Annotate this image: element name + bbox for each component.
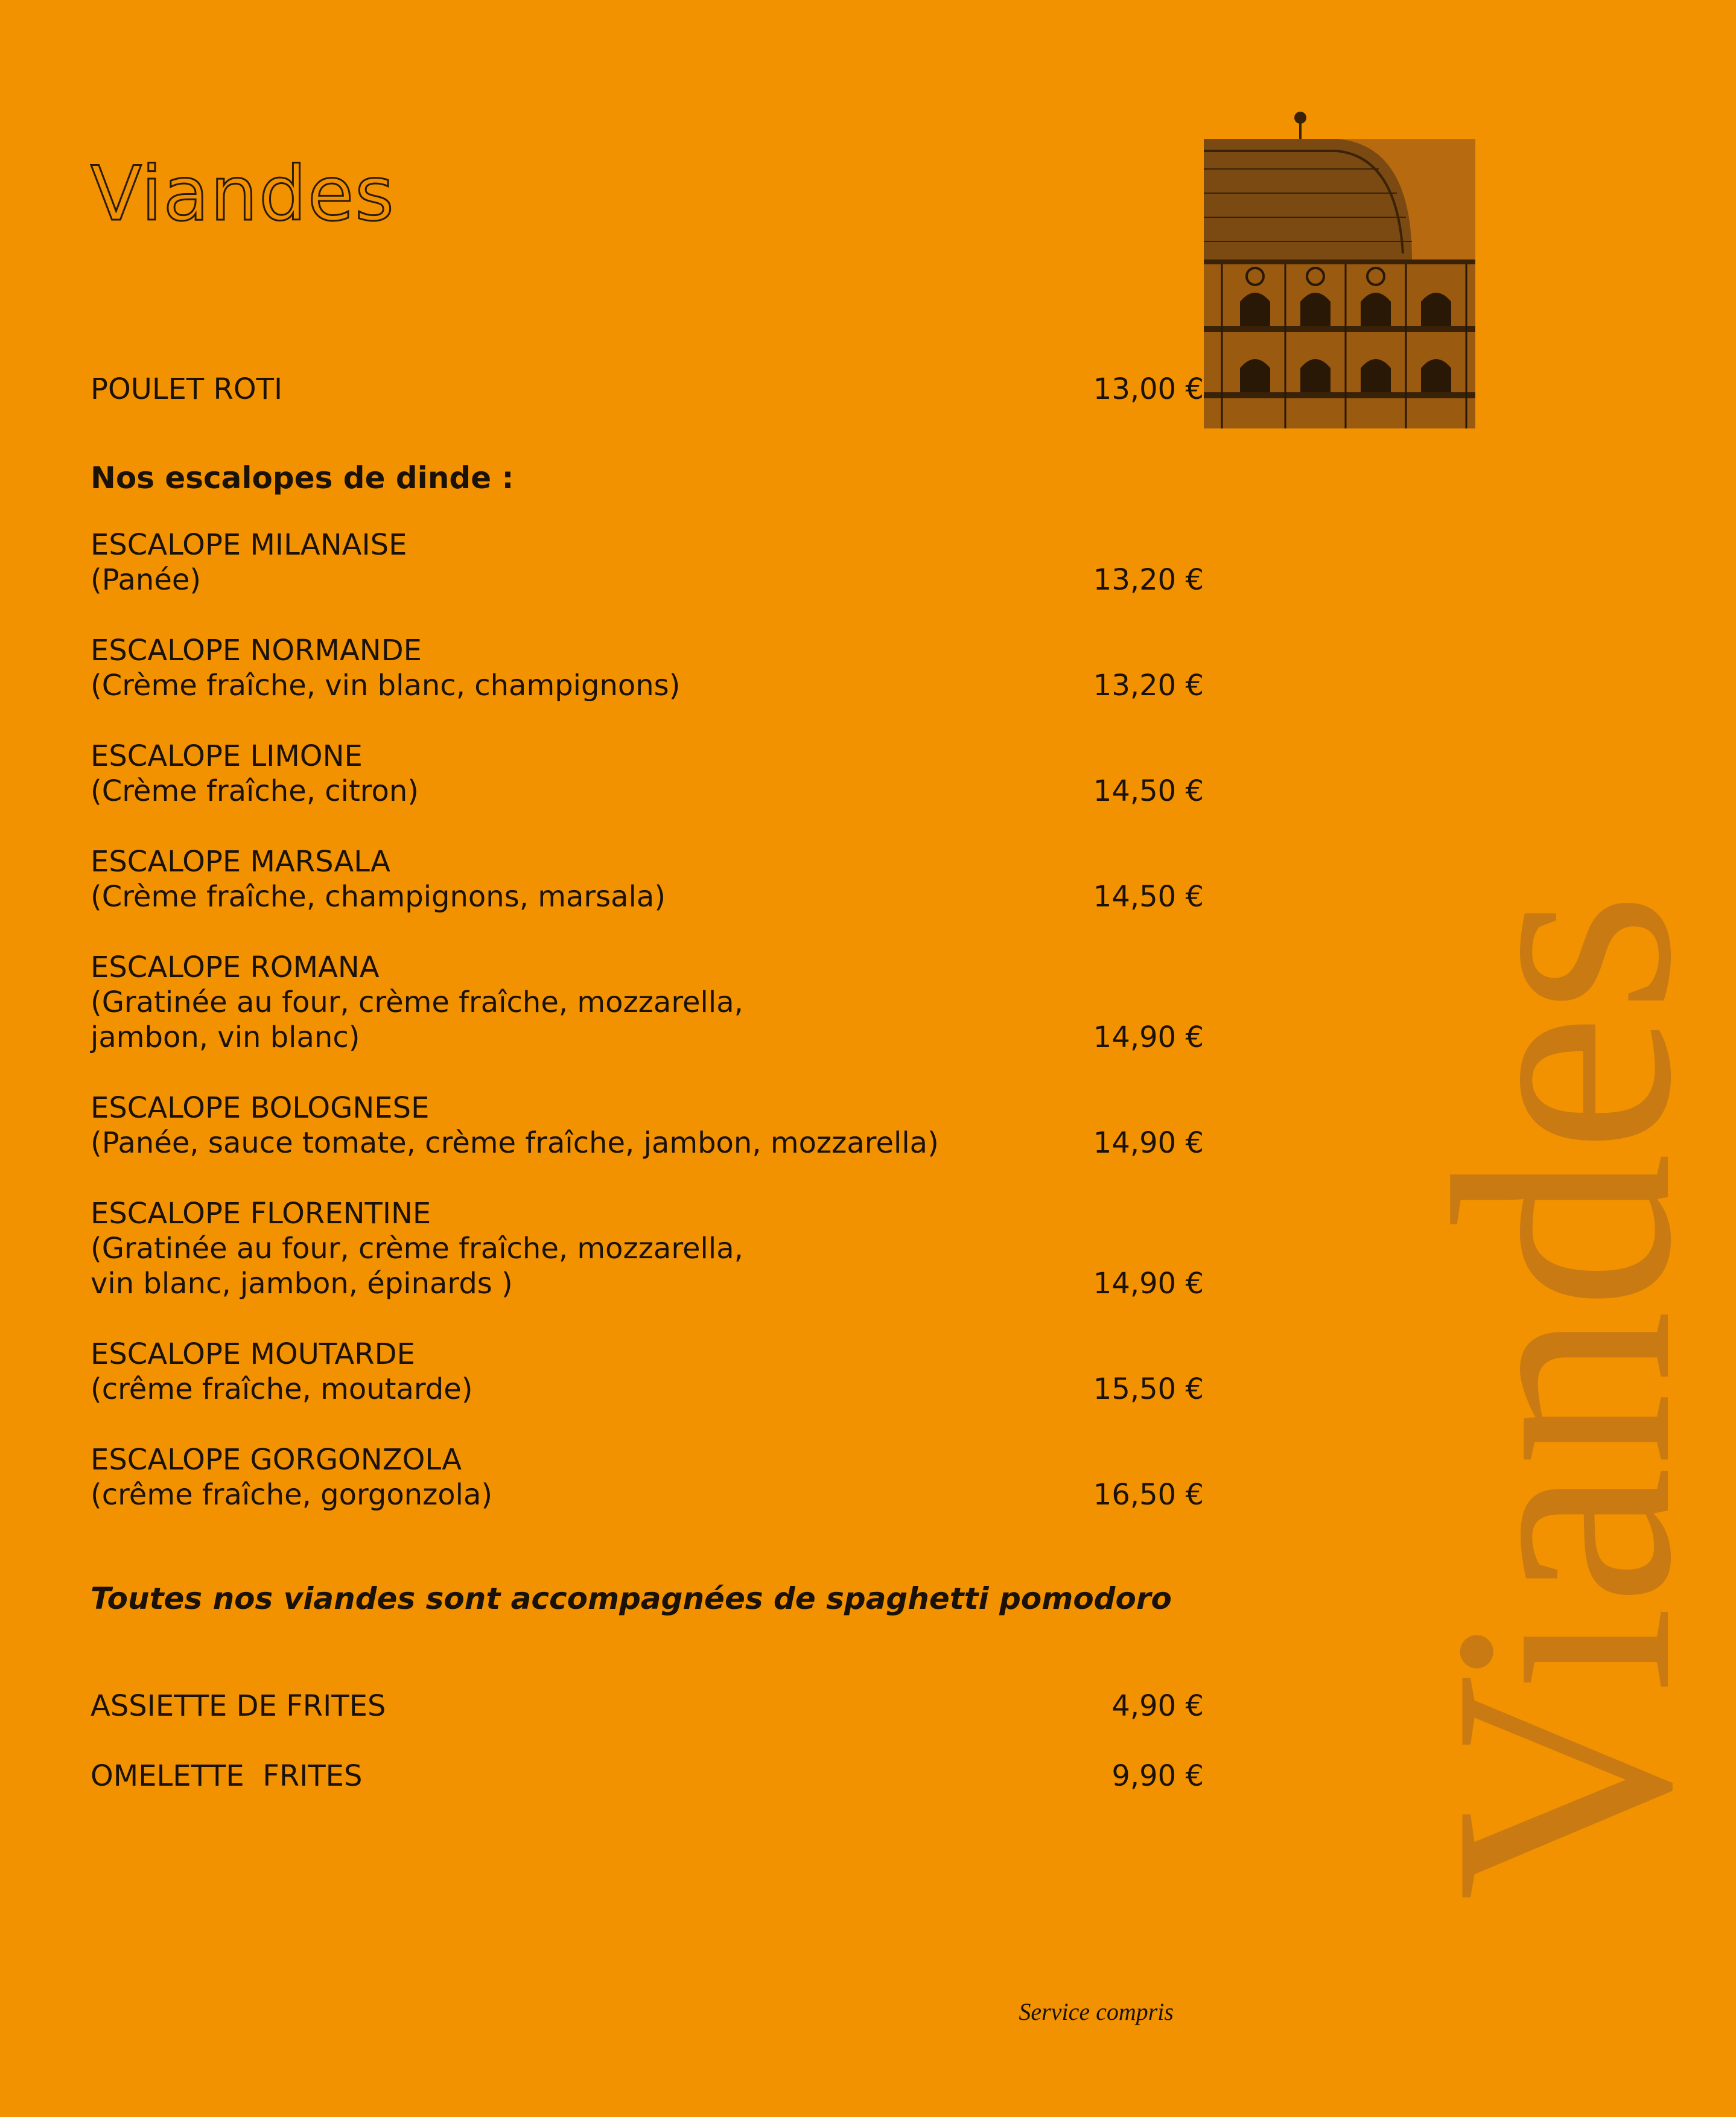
accompaniment-note: Toutes nos viandes sont accompagnées de spaghetti pomodoro [91, 1581, 1172, 1616]
item-price: 15,50 € [1093, 1372, 1204, 1406]
item-name: ESCALOPE NORMANDE [91, 634, 422, 667]
item-name: ESCALOPE FLORENTINE [91, 1197, 431, 1230]
item-desc: (crême fraîche, moutarde) [91, 1372, 473, 1406]
item-name: ESCALOPE MILANAISE [91, 528, 407, 562]
item-price: 13,00 € [1093, 372, 1204, 406]
item-price: 14,90 € [1093, 1126, 1204, 1160]
item-price: 4,90 € [1111, 1689, 1204, 1723]
item-price: 14,50 € [1093, 880, 1204, 914]
item-name: ESCALOPE LIMONE [91, 739, 363, 773]
item-name: POULET ROTI [91, 372, 283, 406]
item-name: OMELETTE FRITES [91, 1759, 363, 1793]
service-note: Service compris [1019, 1998, 1174, 2025]
item-desc: (Gratinée au four, crème fraîche, mozzarella, [91, 1232, 743, 1265]
item-price: 14,90 € [1093, 1020, 1204, 1054]
item-name: ESCALOPE MOUTARDE [91, 1337, 415, 1371]
item-desc: (crême fraîche, gorgonzola) [91, 1478, 493, 1512]
item-desc: (Crème fraîche, champignons, marsala) [91, 880, 666, 914]
item-price: 13,20 € [1093, 669, 1204, 702]
item-price: 9,90 € [1111, 1759, 1204, 1793]
page-title: Viandes [91, 151, 395, 238]
item-desc-2: vin blanc, jambon, épinards ) [91, 1267, 513, 1300]
item-price: 13,20 € [1093, 563, 1204, 597]
item-desc: (Crème fraîche, citron) [91, 774, 419, 808]
item-price: 14,90 € [1093, 1267, 1204, 1300]
item-desc: (Panée, sauce tomate, crème fraîche, jambon, mozzarella) [91, 1126, 939, 1160]
item-price: 14,50 € [1093, 774, 1204, 808]
item-desc: (Panée) [91, 563, 202, 597]
item-name: ASSIETTE DE FRITES [91, 1689, 386, 1723]
item-price: 16,50 € [1093, 1478, 1204, 1512]
item-desc: (Crème fraîche, vin blanc, champignons) [91, 669, 681, 702]
item-desc: (Gratinée au four, crème fraîche, mozzarella, [91, 985, 743, 1019]
side-title: Viandes [1389, 891, 1736, 1901]
item-name: ESCALOPE BOLOGNESE [91, 1091, 430, 1125]
building-engraving [1204, 109, 1475, 428]
item-name: ESCALOPE MARSALA [91, 845, 390, 879]
section-subheading: Nos escalopes de dinde : [91, 460, 514, 495]
item-name: ESCALOPE ROMANA [91, 950, 380, 984]
item-name: ESCALOPE GORGONZOLA [91, 1443, 462, 1477]
item-desc-2: jambon, vin blanc) [91, 1020, 360, 1054]
